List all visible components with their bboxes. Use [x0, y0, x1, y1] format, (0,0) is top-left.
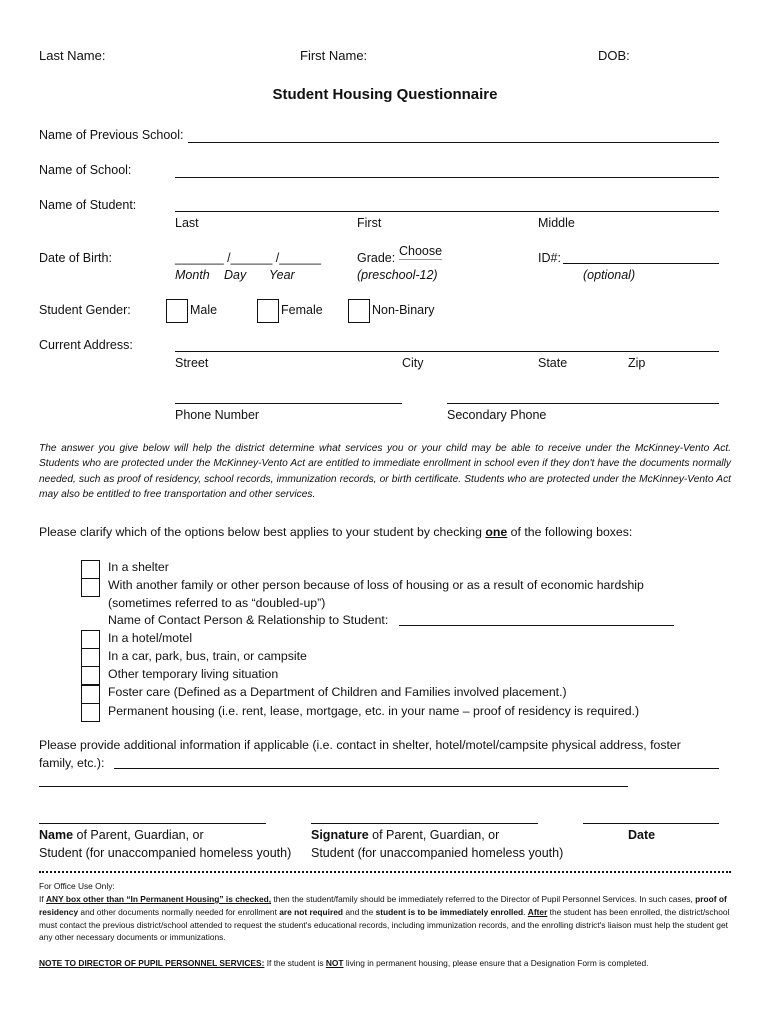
- option-permanent-label: Permanent housing (i.e. rent, lease, mortgage, etc. in your name – proof of residency is required.): [108, 704, 640, 718]
- student-name-label: Name of Student:: [39, 198, 137, 212]
- parent-student-caption: Student (for unaccompanied homeless youth): [39, 846, 292, 860]
- option-car-label: In a car, park, bus, train, or campsite: [108, 649, 307, 663]
- student-name-field[interactable]: [175, 211, 719, 212]
- phone-field[interactable]: [175, 403, 402, 404]
- parent-name-field[interactable]: [39, 823, 266, 824]
- additional-info-label: Please provide additional information if applicable (i.e. contact in shelter, hotel/motel/campsite physical address, foster: [39, 738, 681, 752]
- gender-male-checkbox[interactable]: [166, 299, 188, 323]
- contact-person-field[interactable]: [399, 625, 674, 626]
- street-sublabel: Street: [175, 356, 209, 370]
- clarify-instruction: [39, 525, 632, 539]
- option-doubled-up-checkbox[interactable]: [81, 578, 100, 597]
- signature-bold: Signature: [311, 828, 369, 842]
- previous-school-label: Name of Previous School:: [39, 128, 184, 142]
- grade-range-hint: (preschool-12): [357, 268, 438, 282]
- last-name-label: Last Name:: [39, 48, 106, 63]
- first-name-label: First Name:: [300, 48, 368, 63]
- director-note-text-1: If the student is: [264, 958, 326, 968]
- director-note-text-2: living in permanent housing, please ensure that a Designation Form is completed.: [343, 958, 649, 968]
- id-optional-hint: (optional): [583, 268, 636, 282]
- id-label: ID#:: [538, 251, 561, 265]
- gender-male-label: Male: [190, 303, 218, 317]
- secondary-phone-sublabel: Secondary Phone: [447, 408, 547, 422]
- director-note: [39, 958, 648, 968]
- date-field[interactable]: [583, 823, 719, 824]
- office-text-if: If: [39, 894, 46, 904]
- dob-year-sublabel: Year: [269, 268, 295, 282]
- parent-name-caption: [39, 828, 204, 842]
- school-label: Name of School:: [39, 163, 132, 177]
- signature-rest: of Parent, Guardian, or: [368, 828, 500, 842]
- office-text-enrolled: student is to be immediately enrolled: [375, 906, 524, 917]
- option-doubled-up-note: (sometimes referred to as “doubled-up”): [108, 596, 326, 610]
- additional-info-field[interactable]: [114, 768, 719, 769]
- option-foster-label: Foster care (Defined as a Department of Children and Families involved placement.): [108, 685, 567, 699]
- clarify-post: of the following boxes:: [507, 525, 633, 539]
- grade-dropdown[interactable]: Choose: [399, 244, 443, 258]
- mckinney-vento-intro: The answer you give below will help the district determine what services you or your child may be able to receive under the McKinney-Vento Act. Students who are protected under the McKinney-Vento Act are entitled to immediate enrollment in school even if they don't have the documents normally needed, such as proof of residency, school records, immunization records, or birth certificate. Students who are protected under the McKinney-Vento Act may also be entitled to free transportation and other services.: [39, 443, 731, 500]
- additional-info-field-2[interactable]: [39, 786, 628, 787]
- gender-female-label: Female: [281, 303, 323, 317]
- office-heading: For Office Use Only:: [39, 881, 115, 891]
- student-last-sublabel: Last: [175, 216, 199, 230]
- school-field[interactable]: [175, 177, 719, 178]
- office-text-proof: proof of residency: [39, 894, 727, 917]
- city-sublabel: City: [402, 356, 424, 370]
- gender-female-checkbox[interactable]: [257, 299, 279, 323]
- dob-month-sublabel: Month: [175, 268, 210, 282]
- page-title: Student Housing Questionnaire: [272, 86, 498, 103]
- gender-nonbinary-label: Non-Binary: [372, 303, 435, 317]
- signature-field[interactable]: [311, 823, 538, 824]
- office-text-5: the student has been enrolled, the district/school must contact the previous district/school attended to request the student's educational records, including immunization records, and the enrolling district's liaison must help the student get any other necessary documents or immunizations.: [39, 906, 730, 943]
- director-note-label: NOTE TO DIRECTOR OF PUPIL PERSONNEL SERVICES:: [39, 958, 265, 968]
- office-divider: [39, 871, 731, 873]
- additional-info-label-2: family, etc.):: [39, 756, 105, 770]
- option-temporary-label: Other temporary living situation: [108, 667, 279, 681]
- id-field[interactable]: [563, 263, 719, 264]
- office-text-after: After: [527, 906, 548, 917]
- option-hotel-label: In a hotel/motel: [108, 631, 193, 645]
- office-text-any-box: ANY box other than “In Permanent Housing” is checked,: [45, 894, 272, 904]
- state-sublabel: State: [538, 356, 568, 370]
- option-foster-checkbox[interactable]: [81, 685, 100, 704]
- option-hotel-checkbox[interactable]: [81, 630, 100, 649]
- phone-sublabel: Phone Number: [175, 408, 260, 422]
- gender-label: Student Gender:: [39, 303, 131, 317]
- option-permanent-checkbox[interactable]: [81, 703, 100, 722]
- address-label: Current Address:: [39, 338, 133, 352]
- grade-label: Grade:: [357, 251, 396, 265]
- address-field[interactable]: [175, 351, 719, 352]
- secondary-phone-field[interactable]: [447, 403, 719, 404]
- office-text-1: then the student/family should be immediately referred to the Director of Pupil Personnel Services. In such cases,: [271, 894, 696, 904]
- previous-school-field[interactable]: [188, 142, 719, 143]
- office-text-3: and the: [343, 906, 376, 917]
- option-doubled-up-label: With another family or other person because of loss of housing or as a result of economic hardship: [108, 578, 644, 592]
- clarify-pre: Please clarify which of the options below best applies to your student by checking: [39, 525, 486, 539]
- option-car-checkbox[interactable]: [81, 648, 100, 667]
- dob-label: Date of Birth:: [39, 251, 112, 265]
- date-caption: Date: [628, 828, 656, 842]
- office-instructions: [39, 893, 731, 944]
- signature-caption: [311, 828, 499, 842]
- dob-header-label: DOB:: [598, 48, 630, 63]
- student-middle-sublabel: Middle: [538, 216, 575, 230]
- zip-sublabel: Zip: [628, 356, 646, 370]
- option-shelter-label: In a shelter: [108, 560, 169, 574]
- option-shelter-checkbox[interactable]: [81, 560, 100, 579]
- dob-field[interactable]: _______ /______ /______: [175, 251, 321, 265]
- office-text-not-required: are not required: [279, 906, 343, 917]
- parent-name-bold: Name: [39, 828, 74, 842]
- contact-person-label: Name of Contact Person & Relationship to Student:: [108, 613, 389, 627]
- dob-day-sublabel: Day: [224, 268, 247, 282]
- student-first-sublabel: First: [357, 216, 382, 230]
- office-text-2: and other documents normally needed for enrollment: [78, 906, 280, 917]
- signature-student-caption: Student (for unaccompanied homeless youth): [311, 846, 564, 860]
- parent-name-rest: of Parent, Guardian, or: [73, 828, 204, 842]
- office-text-4: .: [523, 906, 528, 917]
- clarify-one: one: [485, 525, 508, 539]
- gender-nonbinary-checkbox[interactable]: [348, 299, 370, 323]
- option-temporary-checkbox[interactable]: [81, 666, 100, 685]
- director-note-not: NOT: [325, 958, 344, 968]
